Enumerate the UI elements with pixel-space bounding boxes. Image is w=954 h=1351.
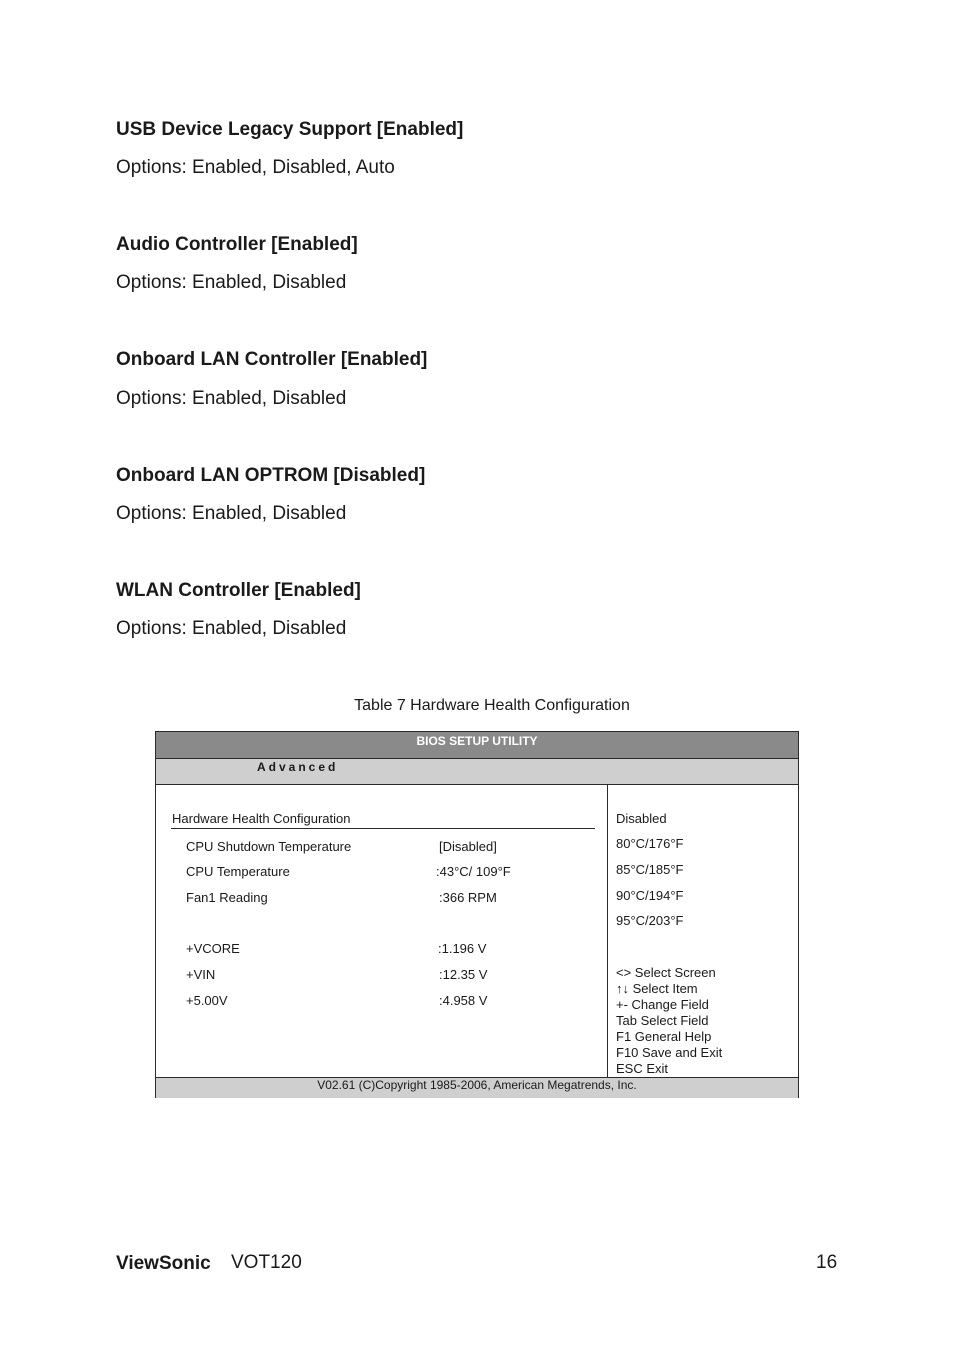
bios-panel-divider (607, 785, 608, 1077)
page-number: 16 (816, 1252, 838, 1273)
bios-copyright: V02.61 (C)Copyright 1985-2006, American Megatrends, Inc. (156, 1077, 798, 1098)
help-general-help: F1 General Help (616, 1029, 712, 1044)
help-save-exit: F10 Save and Exit (616, 1045, 723, 1060)
bios-section-underline (171, 828, 595, 829)
bios-screen (155, 731, 799, 1098)
section-options-lan-optrom: Options: Enabled, Disabled (116, 503, 347, 524)
item-value-cpu-temperature: :43°C/ 109°F (436, 864, 511, 879)
option-95c[interactable]: 95°C/203°F (616, 913, 684, 928)
item-label-cpu-temperature: CPU Temperature (186, 864, 290, 879)
bios-help-panel (616, 965, 722, 1077)
item-value-fan1-reading: :366 RPM (439, 890, 497, 905)
bios-tab-bar (156, 759, 798, 785)
item-value-vcore: :1.196 V (438, 941, 487, 956)
section-heading-usb-legacy: USB Device Legacy Support [Enabled] (116, 119, 464, 140)
section-options-wlan-controller: Options: Enabled, Disabled (116, 618, 347, 639)
help-exit: ESC Exit (616, 1061, 669, 1076)
section-heading-lan-optrom: Onboard LAN OPTROM [Disabled] (116, 465, 426, 486)
item-label-vin: +VIN (186, 967, 216, 982)
footer-model: VOT120 (231, 1252, 302, 1273)
item-label-5v: +5.00V (186, 993, 228, 1008)
section-options-usb-legacy: Options: Enabled, Disabled, Auto (116, 157, 395, 178)
help-select-screen: <> Select Screen (616, 965, 716, 980)
item-value-cpu-shutdown-temp[interactable]: [Disabled] (439, 839, 497, 854)
help-select-field: Tab Select Field (616, 1013, 709, 1028)
item-label-vcore: +VCORE (186, 941, 240, 956)
help-select-item: ↑↓ Select Item (616, 981, 698, 996)
tab-advanced[interactable]: Advanced (257, 760, 339, 774)
table-caption: Table 7 Hardware Health Configuration (354, 697, 630, 714)
option-80c[interactable]: 80°C/176°F (616, 836, 684, 851)
section-heading-onboard-lan: Onboard LAN Controller [Enabled] (116, 349, 428, 370)
section-options-audio-controller: Options: Enabled, Disabled (116, 272, 347, 293)
help-change-field: +- Change Field (616, 997, 709, 1012)
item-value-5v: :4.958 V (439, 993, 488, 1008)
section-heading-audio-controller: Audio Controller [Enabled] (116, 234, 358, 255)
option-90c[interactable]: 90°C/194°F (616, 888, 684, 903)
item-label-fan1-reading: Fan1 Reading (186, 890, 268, 905)
bios-section-title: Hardware Health Configuration (172, 811, 351, 826)
section-heading-wlan-controller: WLAN Controller [Enabled] (116, 580, 361, 601)
item-label-cpu-shutdown-temp[interactable]: CPU Shutdown Temperature (186, 839, 352, 854)
bios-title-bar: BIOS SETUP UTILITY (156, 732, 798, 759)
item-value-vin: :12.35 V (439, 967, 488, 982)
option-85c[interactable]: 85°C/185°F (616, 862, 684, 877)
option-disabled[interactable]: Disabled (616, 811, 667, 826)
section-options-onboard-lan: Options: Enabled, Disabled (116, 388, 347, 409)
footer-brand: ViewSonic (116, 1253, 211, 1274)
